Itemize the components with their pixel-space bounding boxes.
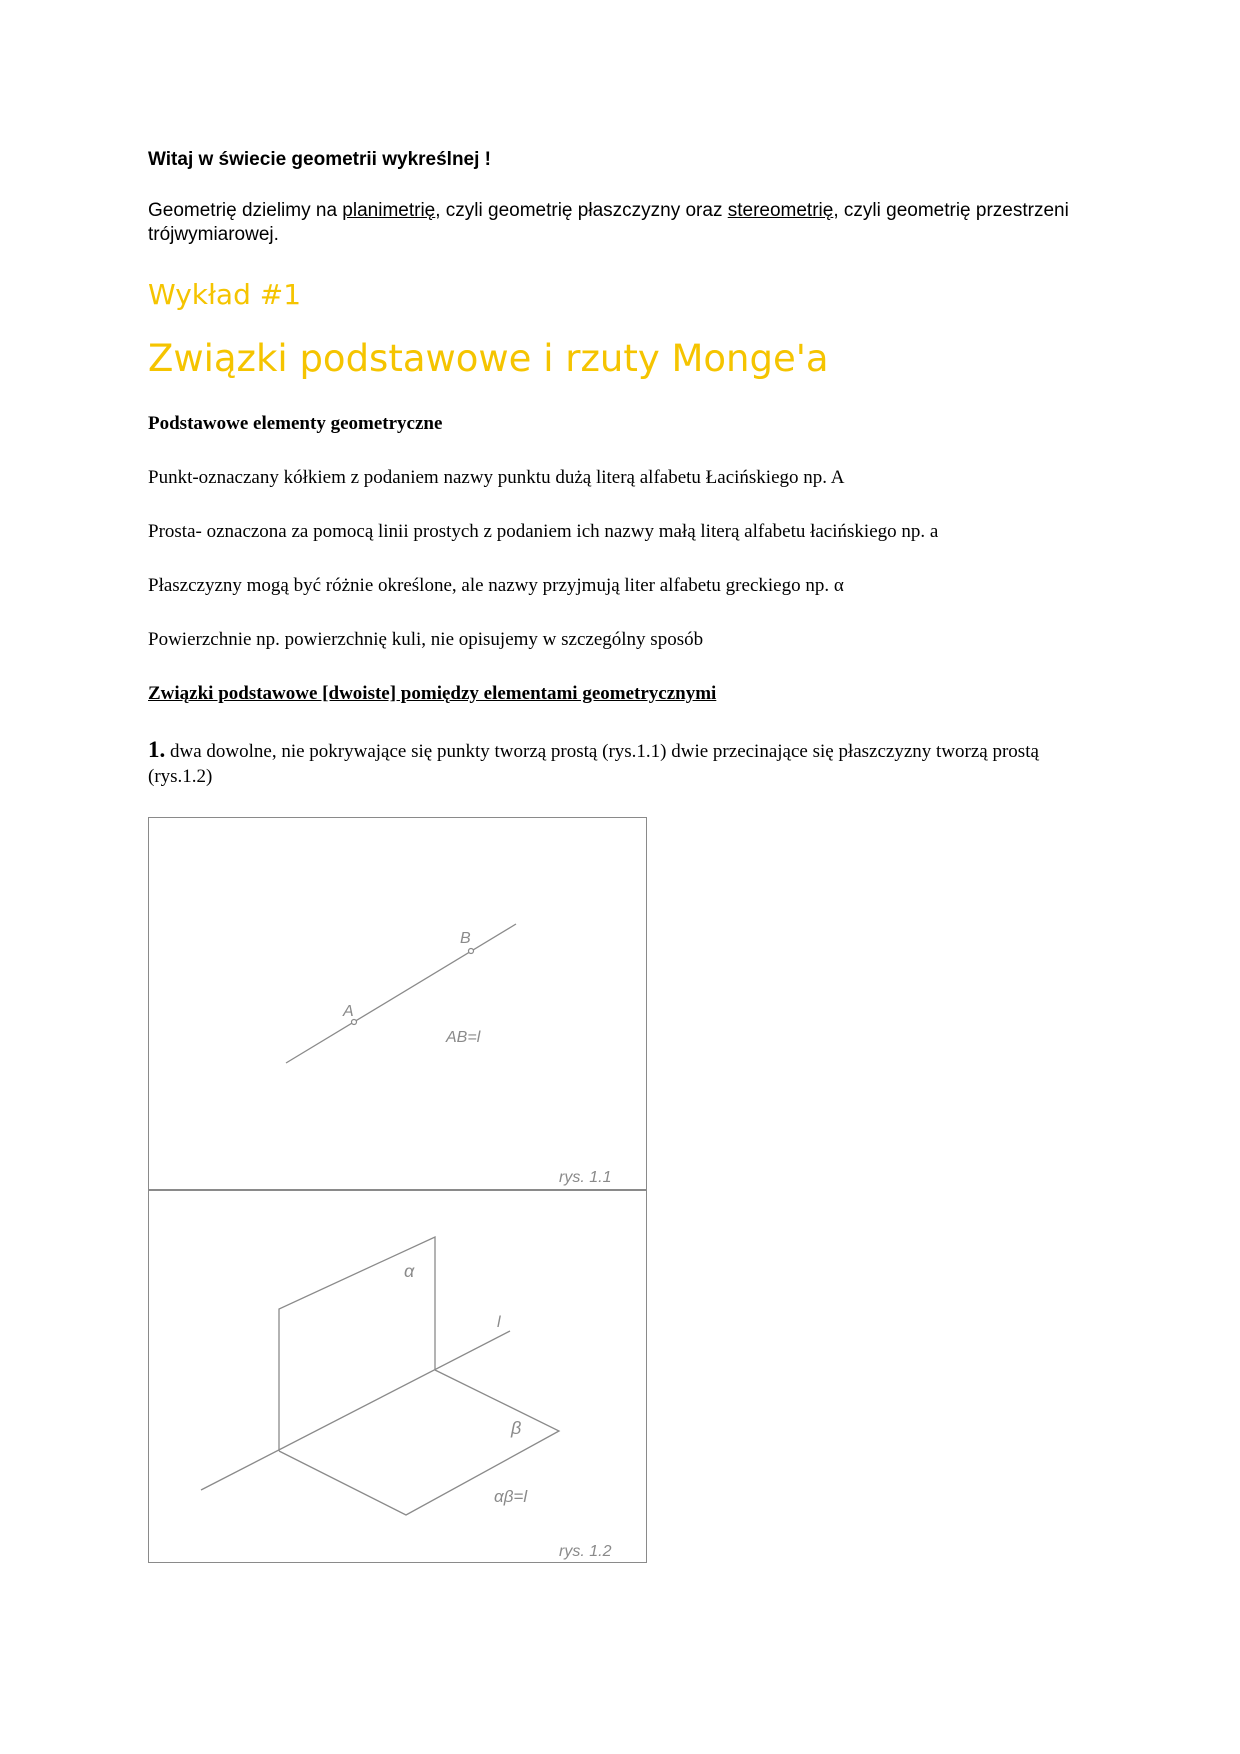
relations-heading: Związki podstawowe [dwoiste] pomiędzy elementami geometrycznymi bbox=[148, 683, 717, 704]
alpha-symbol: α bbox=[833, 575, 844, 596]
label-alpha: α bbox=[404, 1261, 415, 1281]
rule-1-paragraph bbox=[148, 737, 1108, 789]
figure-1-2-drawing bbox=[149, 1191, 646, 1562]
line-ab bbox=[286, 924, 516, 1063]
figure-1-1-drawing bbox=[149, 818, 646, 1189]
relation-alpha-beta-l: αβ=l bbox=[494, 1487, 528, 1506]
intersection-line-l bbox=[201, 1331, 510, 1490]
lecture-title: Związki podstawowe i rzuty Monge'a bbox=[148, 337, 829, 380]
relation-ab-l: AB=l bbox=[446, 1029, 481, 1046]
label-l: l bbox=[497, 1314, 501, 1331]
figure-1-2 bbox=[148, 1190, 647, 1563]
lecture-number: Wykład #1 bbox=[148, 278, 302, 311]
figure-1-1 bbox=[148, 817, 647, 1190]
point-a bbox=[352, 1020, 357, 1025]
plane-definition bbox=[148, 575, 844, 597]
figure-1-2-caption: rys. 1.2 bbox=[559, 1543, 612, 1560]
plane-definition-text: Płaszczyzny mogą być różnie określone, ale nazwy przyjmują liter alfabetu greckiego np. bbox=[148, 575, 834, 596]
basic-elements-heading: Podstawowe elementy geometryczne bbox=[148, 413, 443, 434]
line-definition: Prosta- oznaczona za pomocą linii prostych z podaniem ich nazwy małą literą alfabetu łacińskiego np. a bbox=[148, 521, 939, 542]
rule-number: 1. bbox=[148, 737, 166, 762]
figure-1-1-caption: rys. 1.1 bbox=[559, 1169, 612, 1186]
label-beta: β bbox=[511, 1418, 522, 1438]
point-b bbox=[469, 949, 474, 954]
greeting-heading: Witaj w świecie geometrii wykreślnej ! bbox=[148, 149, 492, 170]
rule-text: dwa dowolne, nie pokrywające się punkty tworzą prostą (rys.1.1) dwie przecinające się płaszczyzny tworzą prostą (rys.1.2) bbox=[148, 741, 1039, 787]
planimetry-link[interactable]: planimetrię bbox=[342, 200, 436, 221]
intro-text-1: Geometrię dzielimy na bbox=[148, 200, 343, 221]
intro-text-3: , czyli geometrię przestrzeni trójwymiarowej. bbox=[148, 200, 1069, 245]
label-b: B bbox=[460, 930, 471, 947]
label-a: A bbox=[343, 1003, 354, 1020]
intro-paragraph bbox=[148, 199, 1088, 247]
point-definition: Punkt-oznaczany kółkiem z podaniem nazwy punktu dużą literą alfabetu Łacińskiego np. A bbox=[148, 467, 845, 488]
intro-text-2: , czyli geometrię płaszczyzny oraz bbox=[435, 200, 728, 221]
surface-definition: Powierzchnie np. powierzchnię kuli, nie opisujemy w szczególny sposób bbox=[148, 629, 704, 650]
stereometry-link[interactable]: stereometrię bbox=[727, 200, 834, 221]
